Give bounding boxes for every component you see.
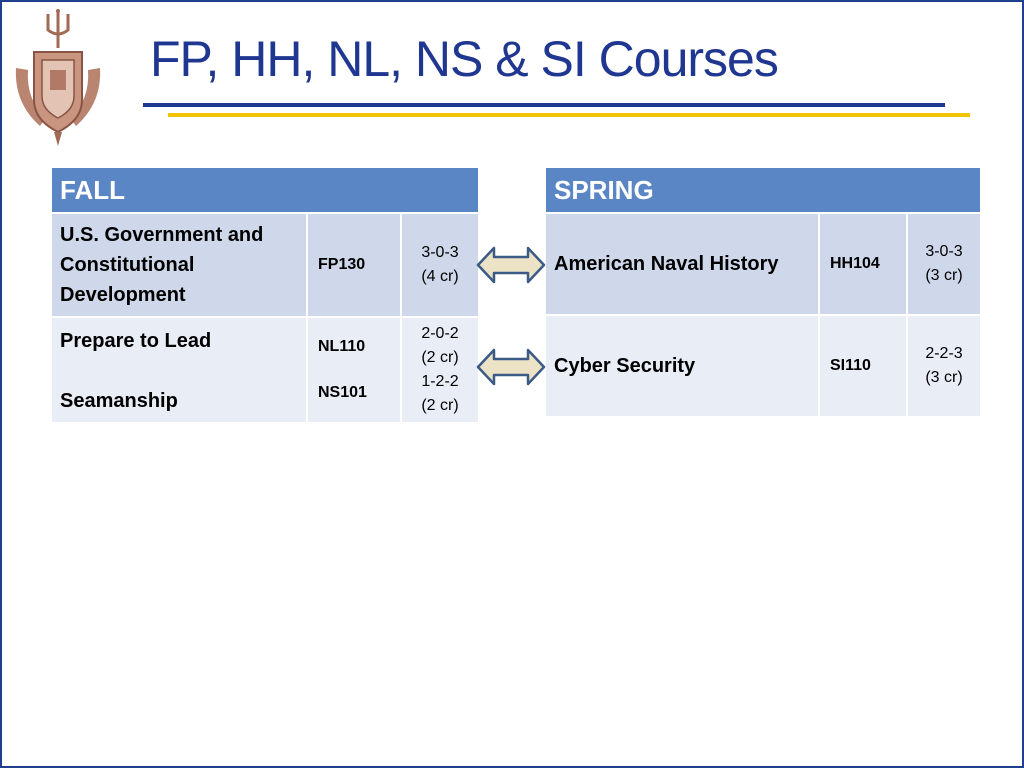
page-title: FP, HH, NL, NS & SI Courses <box>150 31 778 87</box>
course-name-hh104: American Naval History <box>546 214 818 314</box>
course-code-fp130: FP130 <box>308 214 400 316</box>
table-row <box>546 214 980 314</box>
course-credits-fp130: 3-0-3 (4 cr) <box>402 214 478 316</box>
course-code-si110: SI110 <box>820 316 906 416</box>
double-arrow-icon <box>476 245 546 285</box>
course-code-ns101: NS101 <box>318 384 367 401</box>
table-row <box>52 318 478 422</box>
fall-header: FALL <box>52 168 478 212</box>
spring-header: SPRING <box>546 168 980 212</box>
title-underline-gold <box>168 113 970 117</box>
course-code-nl110: NL110 <box>318 338 366 355</box>
course-credits-nl-ns: 2-0-2 (2 cr) 1-2-2 (2 cr) <box>402 318 478 422</box>
table-row <box>546 316 980 416</box>
course-credits-hh104: 3-0-3 (3 cr) <box>908 214 980 314</box>
course-name-ns101: Seamanship <box>60 390 178 412</box>
course-names-nl-ns <box>52 318 306 422</box>
spring-course-table <box>544 166 982 418</box>
fall-course-table <box>50 166 480 424</box>
course-codes-nl-ns <box>308 318 400 422</box>
double-arrow-icon <box>476 347 546 387</box>
course-credits-si110: 2-2-3 (3 cr) <box>908 316 980 416</box>
naval-academy-crest-icon <box>10 8 106 148</box>
course-name-nl110: Prepare to Lead <box>60 330 212 352</box>
title-underline-blue <box>143 103 945 107</box>
table-row <box>52 214 478 316</box>
course-name-si110: Cyber Security <box>546 316 818 416</box>
course-name-fp130: U.S. Government and Constitutional Development <box>52 214 306 316</box>
course-code-hh104: HH104 <box>820 214 906 314</box>
